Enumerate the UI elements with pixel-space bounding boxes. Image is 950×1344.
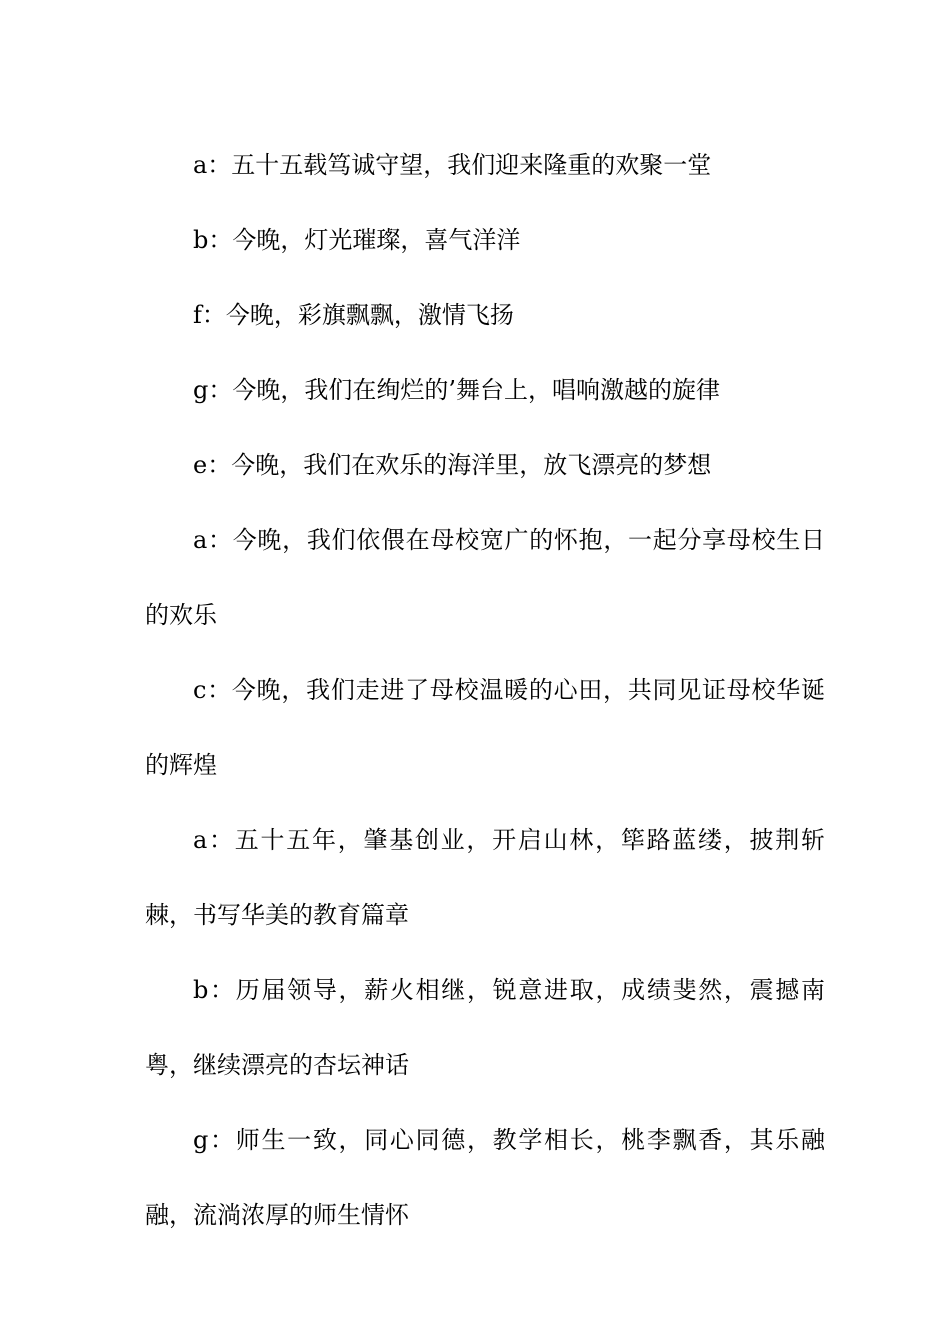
paragraph-2: b：今晚，灯光璀璨，喜气洋洋 [193, 226, 521, 254]
paragraph-3: f：今晚，彩旗飘飘，激情飞扬 [193, 301, 514, 329]
paragraph-9: b：历届领导，薪火相继，锐意进取，成绩斐然，震撼南粤，继续漂亮的杏坛神话 [145, 976, 825, 1079]
paragraph-1: a：五十五载笃诚守望，我们迎来隆重的欢聚一堂 [193, 151, 712, 179]
paragraph-4: g：今晚，我们在绚烂的’舞台上，唱响激越的旋律 [193, 376, 720, 404]
paragraph-6: a：今晚，我们依偎在母校宽广的怀抱，一起分享母校生日的欢乐 [145, 526, 825, 629]
paragraph-7: c：今晚，我们走进了母校温暖的心田，共同见证母校华诞的辉煌 [145, 676, 825, 779]
paragraph-5: e：今晚，我们在欢乐的海洋里，放飞漂亮的梦想 [193, 451, 712, 479]
paragraph-10: g：师生一致，同心同德，教学相长，桃李飘香，其乐融融，流淌浓厚的师生情怀 [145, 1126, 825, 1229]
document-body [145, 128, 825, 1253]
paragraph-8: a：五十五年，肇基创业，开启山林，筚路蓝缕，披荆斩棘，书写华美的教育篇章 [145, 826, 825, 929]
